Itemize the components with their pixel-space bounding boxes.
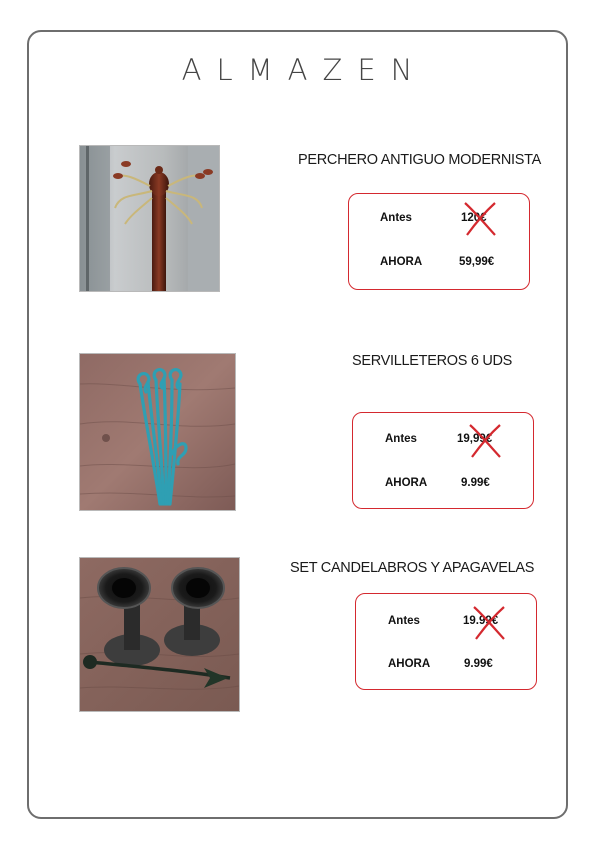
before-price: 120€ <box>461 212 487 224</box>
before-price: 19,99€ <box>457 433 493 445</box>
product-title: PERCHERO ANTIGUO MODERNISTA <box>298 152 541 168</box>
before-label: Antes <box>388 615 420 627</box>
product-title: SERVILLETEROS 6 UDS <box>352 353 513 369</box>
price-box <box>348 193 530 290</box>
now-price: 59,99€ <box>459 256 495 268</box>
now-label: AHORA <box>385 477 428 489</box>
price-box <box>355 593 537 690</box>
before-label: Antes <box>380 212 412 224</box>
brand-logo: ALMAZEN <box>181 53 428 87</box>
before-label: Antes <box>385 433 417 445</box>
price-box <box>352 412 534 509</box>
product-photo-coat-rack <box>79 145 220 292</box>
product-photo-candlesticks <box>79 557 240 712</box>
now-price: 9.99€ <box>464 658 493 670</box>
product-photo-napkin-holders <box>79 353 236 511</box>
now-price: 9.99€ <box>461 477 490 489</box>
before-price: 19.99€ <box>463 615 499 627</box>
now-label: AHORA <box>388 658 431 670</box>
product-title: SET CANDELABROS Y APAGAVELAS <box>290 560 535 576</box>
now-label: AHORA <box>380 256 423 268</box>
